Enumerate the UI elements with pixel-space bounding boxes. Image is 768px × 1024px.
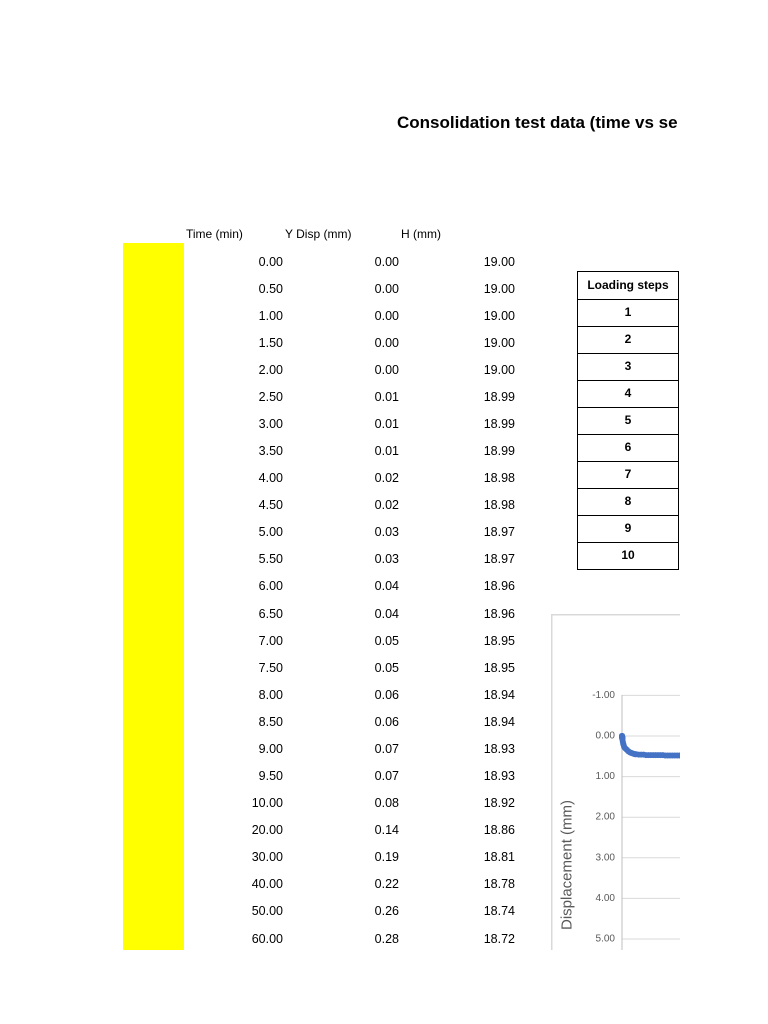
cell-y-disp: 0.01 — [374, 444, 399, 459]
cell-time: 4.50 — [258, 498, 283, 513]
y-tick-label: 1.00 — [595, 771, 615, 783]
cell-y-disp: 0.00 — [374, 281, 399, 296]
cell-h: 18.96 — [483, 606, 515, 621]
data-row — [0, 465, 540, 492]
cell-h: 19.00 — [483, 281, 515, 296]
loading-step-cell: 9 — [578, 515, 678, 542]
y-tick-label: -1.00 — [592, 689, 615, 701]
loading-step-cell: 3 — [578, 353, 678, 380]
data-row — [0, 249, 540, 276]
data-row — [0, 736, 540, 763]
cell-h: 18.92 — [483, 796, 515, 811]
loading-step-cell: 6 — [578, 434, 678, 461]
loading-steps-table — [577, 271, 679, 570]
cell-time: 10.00 — [251, 796, 283, 811]
cell-y-disp: 0.00 — [374, 362, 399, 377]
cell-time: 6.00 — [258, 579, 283, 594]
cell-y-disp: 0.05 — [374, 660, 399, 675]
data-row — [0, 790, 540, 817]
cell-time: 0.00 — [258, 254, 283, 269]
cell-y-disp: 0.00 — [374, 308, 399, 323]
cell-time: 7.50 — [258, 660, 283, 675]
data-row — [0, 898, 540, 925]
y-tick-label: 3.00 — [595, 852, 615, 864]
cell-h: 18.93 — [483, 741, 515, 756]
cell-y-disp: 0.05 — [374, 633, 399, 648]
data-row — [0, 817, 540, 844]
loading-step-cell: 8 — [578, 488, 678, 515]
cell-time: 50.00 — [251, 904, 283, 919]
settlement-chart — [551, 614, 680, 950]
cell-time: 4.00 — [258, 471, 283, 486]
cell-y-disp: 0.01 — [374, 416, 399, 431]
data-row — [0, 276, 540, 303]
cell-time: 3.00 — [258, 416, 283, 431]
data-row — [0, 871, 540, 898]
cell-y-disp: 0.01 — [374, 389, 399, 404]
column-header-y-disp: Y Disp (mm) — [285, 227, 352, 241]
data-row — [0, 628, 540, 655]
cell-h: 18.98 — [483, 498, 515, 513]
cell-time: 40.00 — [251, 877, 283, 892]
cell-h: 19.00 — [483, 308, 515, 323]
y-tick-label: 4.00 — [595, 892, 615, 904]
data-row — [0, 709, 540, 736]
data-row — [0, 844, 540, 871]
cell-y-disp: 0.14 — [374, 823, 399, 838]
cell-time: 8.50 — [258, 714, 283, 729]
data-row — [0, 411, 540, 438]
cell-h: 18.96 — [483, 579, 515, 594]
cell-h: 18.81 — [483, 850, 515, 865]
cell-time: 5.00 — [258, 525, 283, 540]
cell-h: 18.99 — [483, 444, 515, 459]
cell-time: 8.00 — [258, 687, 283, 702]
cell-y-disp: 0.07 — [374, 741, 399, 756]
cell-h: 19.00 — [483, 362, 515, 377]
y-tick-label: 2.00 — [595, 811, 615, 823]
cell-time: 2.50 — [258, 389, 283, 404]
data-row — [0, 330, 540, 357]
cell-time: 0.50 — [258, 281, 283, 296]
data-row — [0, 438, 540, 465]
data-row — [0, 492, 540, 519]
loading-step-cell: 10 — [578, 542, 678, 569]
cell-y-disp: 0.08 — [374, 796, 399, 811]
column-header-h: H (mm) — [401, 227, 441, 241]
cell-y-disp: 0.06 — [374, 714, 399, 729]
y-tick-label: 5.00 — [595, 933, 615, 945]
cell-time: 3.50 — [258, 444, 283, 459]
cell-time: 1.50 — [258, 335, 283, 350]
cell-y-disp: 0.07 — [374, 769, 399, 784]
cell-y-disp: 0.03 — [374, 552, 399, 567]
cell-time: 20.00 — [251, 823, 283, 838]
data-row — [0, 573, 540, 600]
cell-h: 18.97 — [483, 525, 515, 540]
loading-step-cell: 5 — [578, 407, 678, 434]
loading-step-cell: 2 — [578, 326, 678, 353]
data-row — [0, 763, 540, 790]
cell-h: 18.95 — [483, 660, 515, 675]
column-header-time: Time (min) — [186, 227, 243, 241]
cell-y-disp: 0.00 — [374, 335, 399, 350]
cell-time: 6.50 — [258, 606, 283, 621]
cell-y-disp: 0.00 — [374, 254, 399, 269]
cell-time: 1.00 — [258, 308, 283, 323]
loading-step-cell: 7 — [578, 461, 678, 488]
cell-time: 5.50 — [258, 552, 283, 567]
cell-h: 18.94 — [483, 714, 515, 729]
cell-time: 2.00 — [258, 362, 283, 377]
cell-y-disp: 0.19 — [374, 850, 399, 865]
loading-step-cell: 1 — [578, 299, 678, 326]
cell-h: 18.97 — [483, 552, 515, 567]
data-row — [0, 357, 540, 384]
cell-h: 18.99 — [483, 389, 515, 404]
y-axis-label: Displacement (mm) — [558, 799, 576, 931]
loading-steps-header: Loading steps — [587, 278, 669, 292]
data-row — [0, 926, 540, 951]
cell-time: 7.00 — [258, 633, 283, 648]
data-row — [0, 519, 540, 546]
data-row — [0, 601, 540, 628]
cell-h: 19.00 — [483, 335, 515, 350]
cell-h: 18.94 — [483, 687, 515, 702]
page-title: Consolidation test data (time vs se — [397, 113, 678, 132]
y-tick-label: 0.00 — [595, 730, 615, 742]
cell-time: 9.50 — [258, 769, 283, 784]
cell-h: 18.86 — [483, 823, 515, 838]
loading-step-cell: 4 — [578, 380, 678, 407]
cell-h: 18.95 — [483, 633, 515, 648]
cell-h: 18.78 — [483, 877, 515, 892]
cell-h: 19.00 — [483, 254, 515, 269]
cell-y-disp: 0.06 — [374, 687, 399, 702]
cell-y-disp: 0.28 — [374, 931, 399, 946]
cell-h: 18.74 — [483, 904, 515, 919]
cell-h: 18.99 — [483, 416, 515, 431]
cell-y-disp: 0.02 — [374, 471, 399, 486]
cell-time: 60.00 — [251, 931, 283, 946]
cell-time: 30.00 — [251, 850, 283, 865]
cell-time: 9.00 — [258, 741, 283, 756]
cell-h: 18.98 — [483, 471, 515, 486]
data-row — [0, 655, 540, 682]
data-row — [0, 384, 540, 411]
cell-y-disp: 0.03 — [374, 525, 399, 540]
cell-y-disp: 0.02 — [374, 498, 399, 513]
cell-y-disp: 0.04 — [374, 606, 399, 621]
data-row — [0, 303, 540, 330]
cell-y-disp: 0.26 — [374, 904, 399, 919]
cell-y-disp: 0.22 — [374, 877, 399, 892]
cell-y-disp: 0.04 — [374, 579, 399, 594]
data-row — [0, 546, 540, 573]
cell-h: 18.72 — [483, 931, 515, 946]
cell-h: 18.93 — [483, 769, 515, 784]
data-row — [0, 682, 540, 709]
